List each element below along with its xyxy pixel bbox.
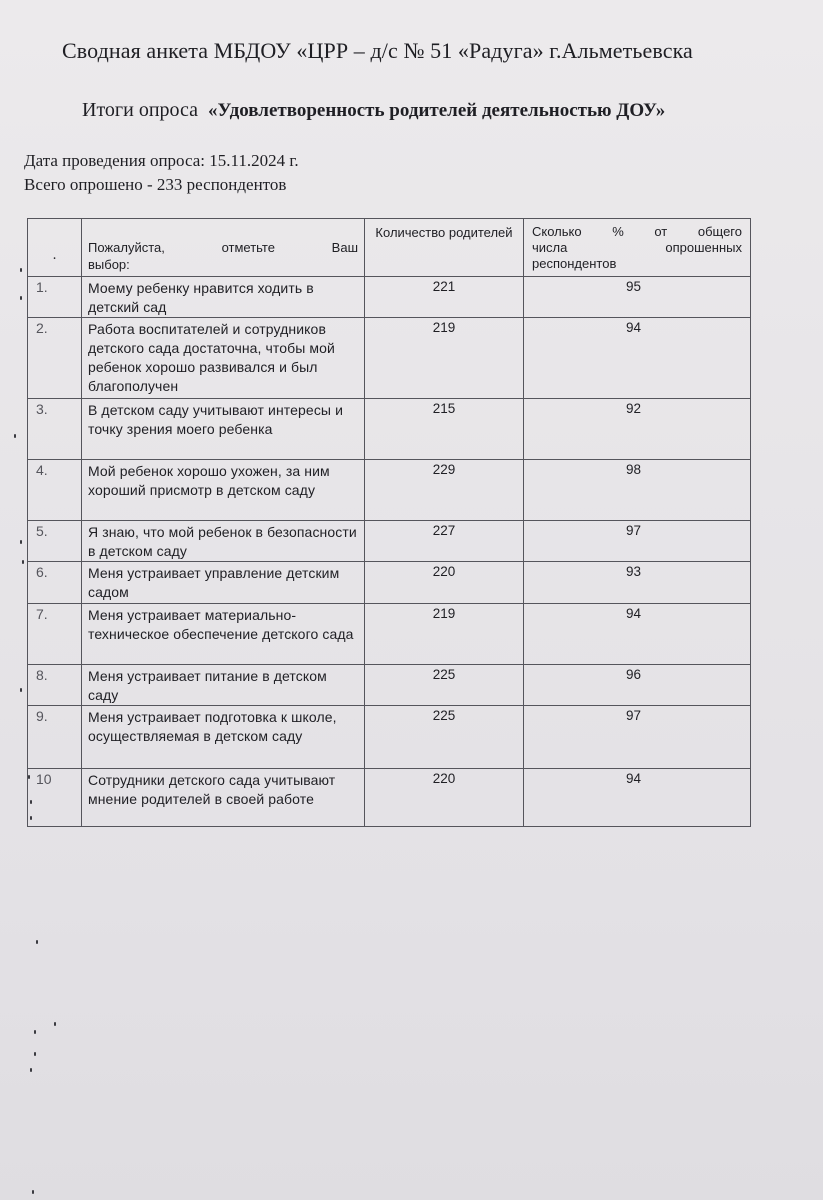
row-count: 225: [365, 706, 524, 769]
row-question: Меня устраивает подготовка к школе, осуществляемая в детском саду: [82, 706, 365, 769]
header-question-line1: Пожалуйста, отметьте Ваш: [88, 240, 358, 255]
survey-date: Дата проведения опроса: 15.11.2024 г.: [24, 151, 299, 170]
row-count: 221: [365, 277, 524, 318]
respondents-total: Всего опрошено - 233 респондентов: [24, 175, 287, 194]
row-percent-value: 92: [626, 401, 642, 416]
row-number: 3.: [28, 399, 82, 460]
row-question: Меня устраивает управление детским садом: [82, 562, 365, 604]
table-row: [28, 604, 751, 665]
row-question: Моему ребенку нравится ходить в детский сад: [82, 277, 365, 318]
header-percent-line3: респондентов: [532, 256, 617, 271]
row-percent-value: 97: [626, 523, 642, 538]
row-question: В детском саду учитывают интересы и точку зрения моего ребенка: [82, 399, 365, 460]
row-question: Меня устраивает материально-техническое обеспечение детского сада: [82, 604, 365, 665]
table-row: [28, 769, 751, 827]
speck-mark: [28, 775, 30, 779]
subtitle-prefix: Итоги опроса: [82, 99, 199, 121]
row-question: Сотрудники детского сада учитывают мнение родителей в своей работе: [82, 769, 365, 827]
row-percent: [524, 399, 751, 460]
speck-mark: [30, 816, 32, 820]
row-percent-value: 97: [626, 708, 642, 723]
table-row: [28, 706, 751, 769]
header-count: Количество родителей: [365, 219, 524, 277]
row-percent: [524, 604, 751, 665]
row-number: 10: [28, 769, 82, 827]
speck-mark: [22, 560, 24, 564]
header-question: [82, 219, 365, 277]
speck-mark: [20, 296, 22, 300]
header-percent: [524, 219, 751, 277]
row-question: Работа воспитателей и сотрудников детского сада достаточна, чтобы мой ребенок хорошо развивался и был благополучен: [82, 318, 365, 399]
speck-mark: [30, 800, 32, 804]
table-row: [28, 665, 751, 706]
row-percent: [524, 277, 751, 318]
row-percent-value: 94: [626, 771, 642, 786]
row-count: 219: [365, 318, 524, 399]
table-row: [28, 318, 751, 399]
row-number: 2.: [28, 318, 82, 399]
header-percent-line2: числа опрошенных: [532, 240, 742, 255]
row-count: 229: [365, 460, 524, 521]
row-number: 5.: [28, 521, 82, 562]
table-row: [28, 521, 751, 562]
speck-mark: [32, 1190, 34, 1194]
speck-mark: [30, 1068, 32, 1072]
row-number: 9.: [28, 706, 82, 769]
row-number: 6.: [28, 562, 82, 604]
speck-mark: [36, 940, 38, 944]
row-number: 8.: [28, 665, 82, 706]
speck-mark: [34, 1052, 36, 1056]
row-percent-value: 96: [626, 667, 642, 682]
row-number: 4.: [28, 460, 82, 521]
row-count: 219: [365, 604, 524, 665]
row-percent-value: 98: [626, 462, 642, 477]
row-count: 220: [365, 769, 524, 827]
subtitle-survey-name: «Удовлетворенность родителей деятельностью ДОУ»: [208, 100, 666, 121]
row-count: 220: [365, 562, 524, 604]
speck-mark: [34, 1030, 36, 1034]
table-row: [28, 460, 751, 521]
speck-mark: [14, 434, 16, 438]
table-row: [28, 277, 751, 318]
survey-results-table: [27, 218, 751, 827]
row-percent: [524, 706, 751, 769]
document-subtitle: [82, 99, 665, 122]
row-percent-value: 94: [626, 606, 642, 621]
row-count: 215: [365, 399, 524, 460]
table-header-row: [28, 219, 751, 277]
row-percent: [524, 318, 751, 399]
header-number: ․: [28, 219, 82, 277]
row-count: 225: [365, 665, 524, 706]
row-percent-value: 94: [626, 320, 642, 335]
row-percent: [524, 769, 751, 827]
row-percent: [524, 562, 751, 604]
row-question: Мой ребенок хорошо ухожен, за ним хороший присмотр в детском саду: [82, 460, 365, 521]
row-question: Я знаю, что мой ребенок в безопасности в детском саду: [82, 521, 365, 562]
row-percent-value: 93: [626, 564, 642, 579]
row-number: 1.: [28, 277, 82, 318]
document-title: Сводная анкета МБДОУ «ЦРР – д/с № 51 «Радуга» г.Альметьевска: [62, 38, 693, 63]
table-row: [28, 562, 751, 604]
speck-mark: [20, 540, 22, 544]
row-count: 227: [365, 521, 524, 562]
header-question-line2: выбор:: [88, 257, 130, 272]
row-percent: [524, 665, 751, 706]
row-percent-value: 95: [626, 279, 642, 294]
row-percent: [524, 460, 751, 521]
speck-mark: [20, 268, 22, 272]
table-row: [28, 399, 751, 460]
row-question: Меня устраивает питание в детском саду: [82, 665, 365, 706]
header-percent-line1: Сколько % от общего: [532, 224, 742, 239]
row-percent: [524, 521, 751, 562]
row-number: 7.: [28, 604, 82, 665]
speck-mark: [20, 688, 22, 692]
speck-mark: [54, 1022, 56, 1026]
